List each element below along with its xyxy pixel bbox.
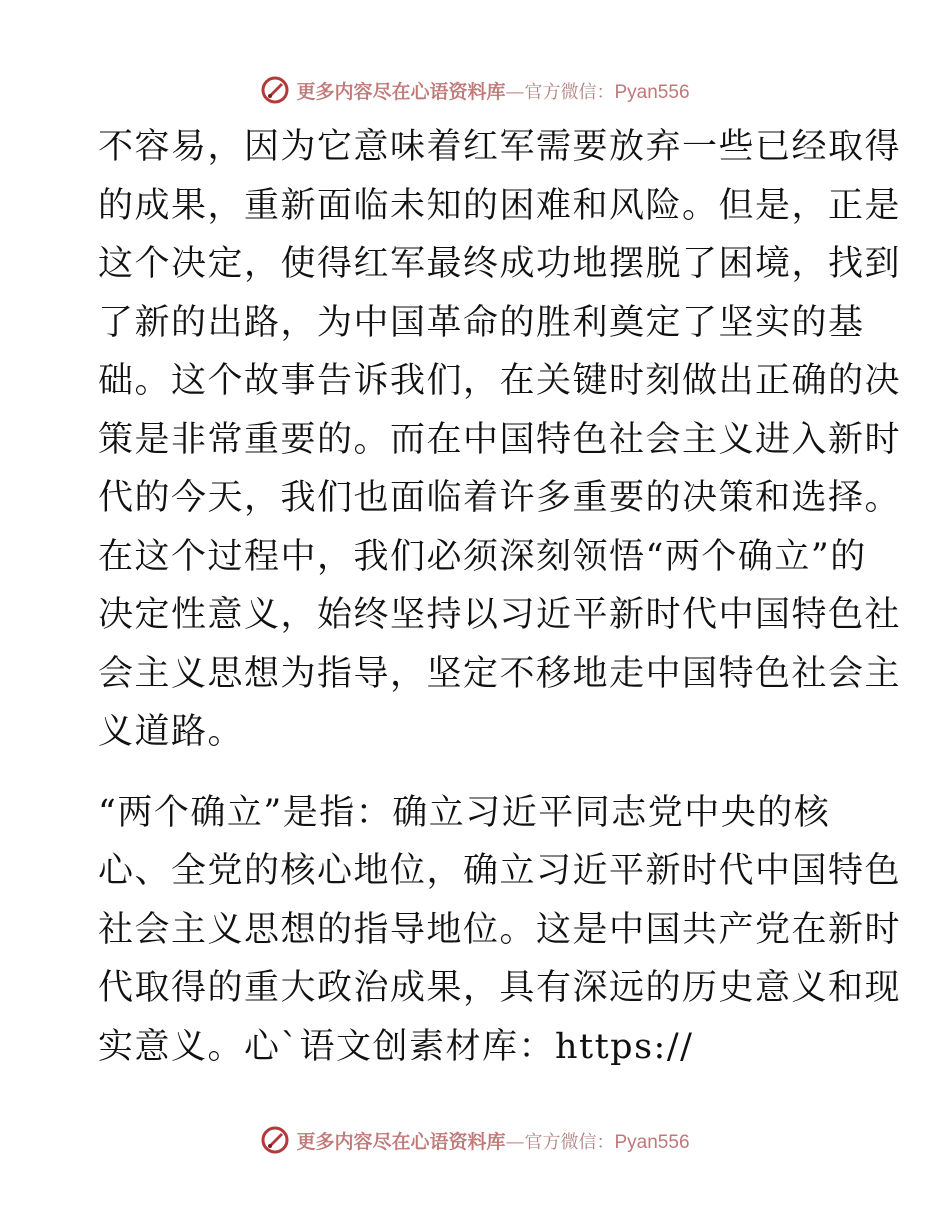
text-line: 这个决定，使得红军最终成功地摆脱了困境，找到 [98,244,902,284]
watermark-text [296,77,689,104]
text-line: 策是非常重要的。而在中国特色社会主义进入新时 [98,419,902,460]
paragraph-1 [98,118,902,762]
watermark-text [296,1127,689,1154]
paragraph-2 [98,784,902,1077]
header-watermark [0,70,950,110]
watermark-subtitle: 官方微信： [524,1131,615,1153]
text-line: 在这个过程中，我们必须深刻领悟“两个确立”的 [98,536,867,577]
watermark-title: 更多内容尽在心语资料库 [296,80,506,103]
text-line: 会主义思想为指导，坚定不移地走中国特色社会主 [98,653,902,694]
watermark-separator: — [505,1130,525,1153]
text-line: “两个确立”是指：确立习近平同志党中央的核 [98,792,831,833]
brand-logo-icon [260,1125,290,1155]
watermark-title: 更多内容尽在心语资料库 [296,1130,506,1153]
text-line: 义道路。 [98,712,245,752]
watermark-separator: — [505,80,525,103]
watermark-subtitle: 官方微信： [524,81,615,103]
brand-logo-icon [260,75,290,105]
text-line: 代取得的重大政治成果，具有深远的历史意义和现 [98,968,902,1008]
document-body [98,118,902,1076]
text-line: 社会主义思想的指导地位。这是中国共产党在新时 [98,909,902,950]
text-line: 代的今天，我们也面临着许多重要的决策和选择。 [98,478,902,518]
text-line: 实意义。心`语文创素材库：https:// [98,1026,694,1067]
watermark-wechat-id: Pyan556 [614,1131,690,1153]
text-line: 的成果，重新面临未知的困难和风险。但是，正是 [98,185,902,226]
text-line: 了新的出路，为中国革命的胜利奠定了坚实的基 [98,302,865,343]
text-line: 心、全党的核心地位，确立习近平新时代中国特色 [98,851,902,891]
text-line: 不容易，因为它意味着红军需要放弃一些已经取得 [98,127,902,167]
watermark-wechat-id: Pyan556 [614,81,690,103]
text-line: 础。这个故事告诉我们，在关键时刻做出正确的决 [98,361,902,401]
footer-watermark [0,1120,950,1160]
paragraph-gap [98,762,850,784]
text-line: 决定性意义，始终坚持以习近平新时代中国特色社 [98,595,902,635]
